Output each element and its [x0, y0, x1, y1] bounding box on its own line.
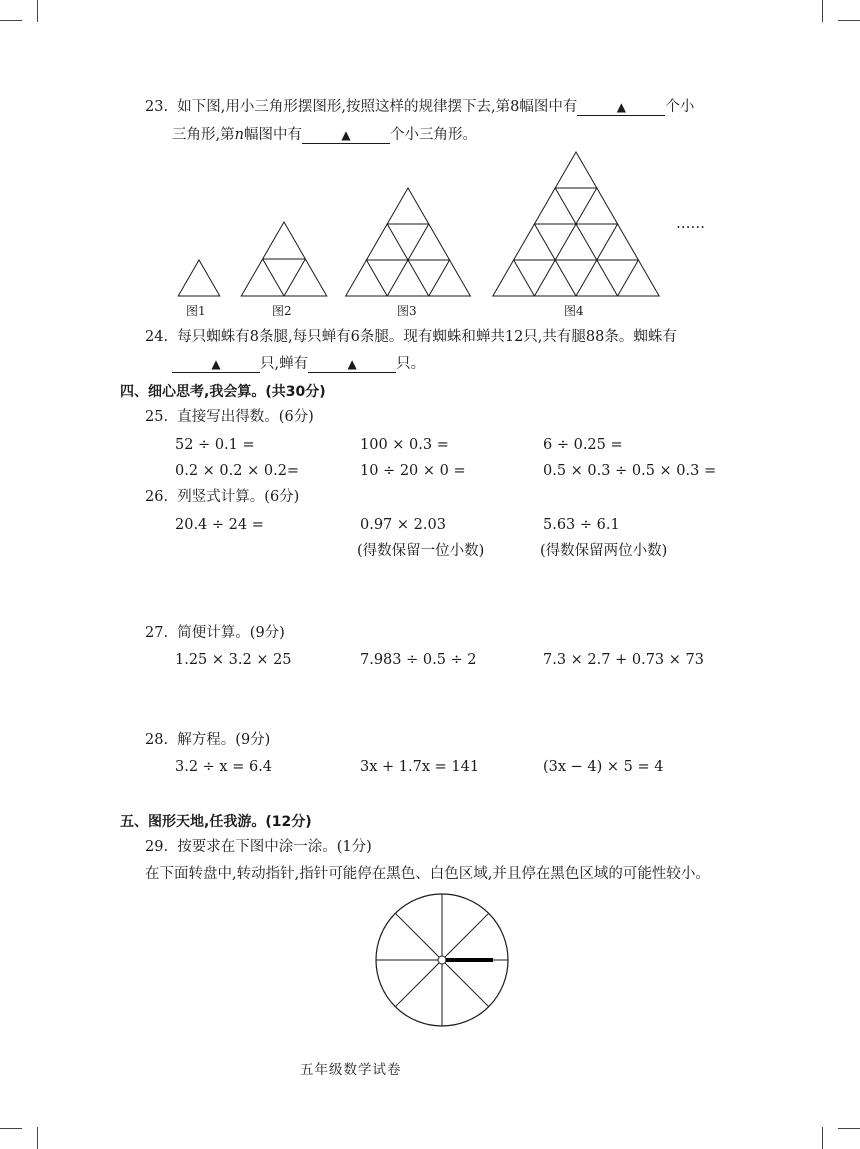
calc-item: 20.4 ÷ 24 =: [175, 517, 264, 533]
small-triangle: [597, 224, 639, 260]
q23-text: 个小三角形。: [389, 127, 477, 143]
calc-item: 6 ÷ 0.25 =: [543, 437, 623, 453]
equation-item: 3.2 ÷ x = 6.4: [175, 759, 273, 775]
continuation-ellipsis: ……: [676, 216, 705, 232]
small-triangle: [555, 224, 597, 260]
spinner-hub: [438, 956, 446, 964]
rounding-note: (得数保留一位小数): [357, 543, 485, 559]
q24-number: 24.: [145, 329, 169, 345]
section-5-heading: 五、图形天地,任我游。(12分): [120, 814, 312, 830]
triangle-figure-3: [346, 188, 471, 296]
small-triangle: [284, 259, 327, 296]
q25-number: 25.: [145, 409, 169, 425]
q24-text: 只,蝉有: [260, 356, 309, 372]
q23-text: 三角形,第: [172, 127, 235, 143]
calc-item: 52 ÷ 0.1 =: [175, 437, 255, 453]
small-triangle: [555, 152, 597, 188]
q24-text: 每只蜘蛛有8条腿,每只蝉有6条腿。现有蜘蛛和蝉共12只,共有腿88条。蜘蛛有: [177, 329, 677, 345]
small-triangle: [514, 224, 556, 260]
calc-item: 5.63 ÷ 6.1: [543, 517, 620, 533]
calc-item: 7.3 × 2.7 + 0.73 × 73: [543, 652, 704, 668]
figure-label-1: 图1: [186, 304, 206, 318]
answer-blank[interactable]: [172, 356, 260, 373]
small-triangle: [576, 188, 618, 224]
section-4-heading: 四、细心思考,我会算。(共30分): [120, 384, 326, 400]
q23-text: 如下图,用小三角形摆图形,按照这样的规律摆下去,第: [177, 99, 511, 115]
figure-label-4: 图4: [564, 304, 584, 318]
small-triangle: [534, 260, 576, 296]
calc-item: 7.983 ÷ 0.5 ÷ 2: [360, 652, 477, 668]
small-triangle: [429, 260, 471, 296]
small-triangle: [263, 222, 306, 259]
q29-number: 29.: [145, 839, 169, 855]
variable-n: n: [234, 127, 244, 143]
answer-blank[interactable]: [308, 356, 396, 373]
equation-item: (3x − 4) × 5 = 4: [543, 759, 664, 775]
q26-title: [145, 487, 299, 507]
q28-number: 28.: [145, 732, 169, 748]
small-triangle: [366, 224, 408, 260]
q23-number: 23.: [145, 99, 169, 115]
triangle-figure-4: [493, 152, 659, 296]
q23-text: 幅图中有: [243, 127, 302, 143]
small-triangle: [534, 188, 576, 224]
q28-text: 解方程。(9分): [177, 732, 271, 748]
small-triangle: [493, 260, 535, 296]
rounding-note: (得数保留两位小数): [540, 543, 668, 559]
small-triangle: [178, 260, 220, 296]
calc-item: 1.25 × 3.2 × 25: [175, 652, 292, 668]
q23-text: 幅图中有: [519, 99, 578, 115]
small-triangle: [387, 260, 429, 296]
q28-title: [145, 730, 270, 750]
small-triangle: [576, 260, 618, 296]
q27-text: 简便计算。(9分): [177, 625, 285, 641]
q27-title: [145, 623, 285, 643]
triangle-figure-2: [241, 222, 326, 296]
figure-label-2: 图2: [272, 304, 292, 318]
q29-text: 按要求在下图中涂一涂。(1分): [177, 839, 372, 855]
q25-title: [145, 407, 314, 427]
calc-item: 0.97 × 2.03: [360, 517, 446, 533]
calc-item: 0.2 × 0.2 × 0.2=: [175, 463, 300, 479]
equation-item: 3x + 1.7x = 141: [360, 759, 480, 775]
q23-n8: 8: [510, 99, 520, 115]
q25-text: 直接写出得数。(6分): [177, 409, 314, 425]
calc-item: 10 ÷ 20 × 0 =: [360, 463, 466, 479]
crop-mark: [822, 1127, 823, 1149]
small-triangle: [618, 260, 660, 296]
calc-item: 0.5 × 0.3 ÷ 0.5 × 0.3 =: [543, 463, 717, 479]
small-triangle: [387, 188, 429, 224]
page-footer: 五年级数学试卷: [300, 1062, 402, 1078]
figure-label-3: 图3: [397, 304, 417, 318]
triangle-marker-icon: ▲: [347, 357, 357, 371]
triangle-marker-icon: ▲: [341, 128, 351, 142]
q29-description: 在下面转盘中,转动指针,指针可能停在黑色、白色区域,并且停在黑色区域的可能性较小。: [145, 866, 710, 882]
small-triangle: [346, 260, 388, 296]
triangle-figure-1: [178, 260, 220, 296]
q24-text: 只。: [396, 356, 426, 372]
calc-item: 100 × 0.3 =: [360, 437, 449, 453]
q24-line2: [172, 354, 425, 374]
small-triangle: [241, 259, 284, 296]
triangle-marker-icon: ▲: [616, 100, 626, 114]
small-triangle: [408, 224, 450, 260]
q26-number: 26.: [145, 489, 169, 505]
q29-title: [145, 837, 372, 857]
q23-text: 个小: [665, 99, 695, 115]
triangle-marker-icon: ▲: [211, 357, 221, 371]
crop-mark: [838, 1128, 860, 1129]
q27-number: 27.: [145, 625, 169, 641]
crop-mark: [0, 1128, 22, 1129]
triangle-pattern-figures: [0, 0, 860, 330]
q24-line1: [145, 327, 677, 347]
crop-mark: [37, 1127, 38, 1149]
q26-text: 列竖式计算。(6分): [177, 489, 300, 505]
spinner-wheel[interactable]: [376, 894, 508, 1026]
